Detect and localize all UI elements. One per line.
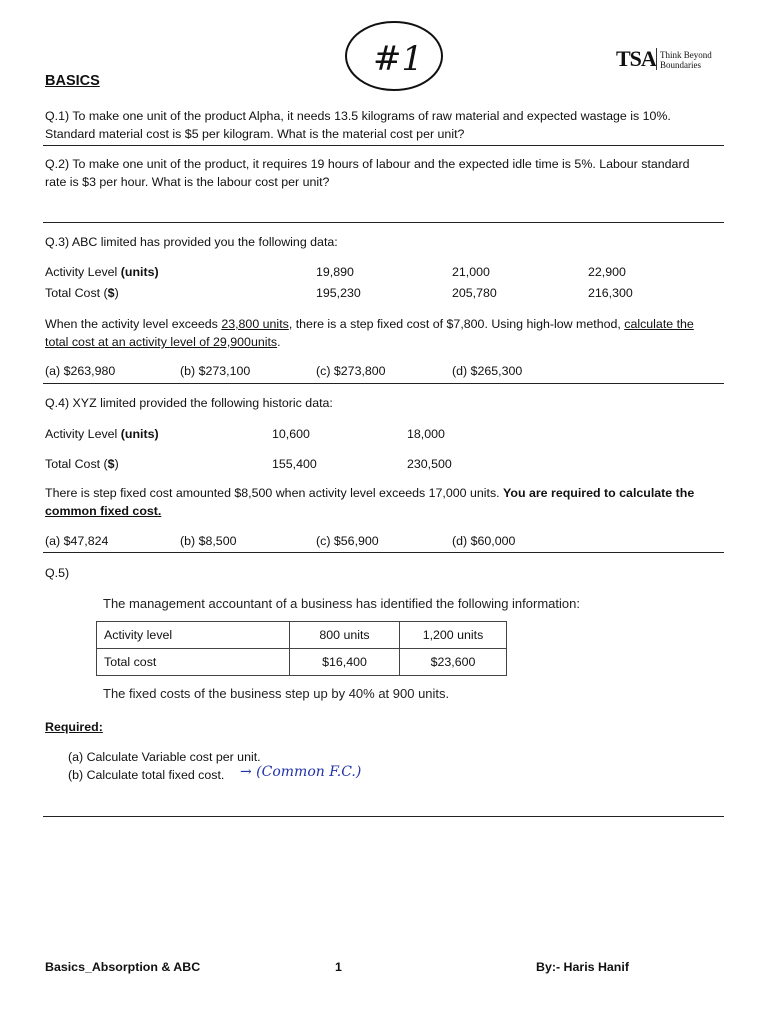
table-row xyxy=(97,649,507,676)
logo-tagline-2: Boundaries xyxy=(660,60,701,70)
divider xyxy=(43,816,724,817)
footer-title: Basics_Absorption & ABC xyxy=(45,960,201,974)
q3-cost-value: 205,780 xyxy=(452,286,497,300)
q4-intro: Q.4) XYZ limited provided the following historic data: xyxy=(45,396,333,410)
footer-author: By:- Haris Hanif xyxy=(536,960,629,974)
q4-question-line2: common fixed cost. xyxy=(45,504,162,518)
q4-activity-label: Activity Level (units) xyxy=(45,427,159,441)
q2-line1: Q.2) To make one unit of the product, it requires 19 hours of labour and the expected idle time is 5%. Labour standard xyxy=(45,157,690,171)
table-cell: Total cost xyxy=(97,649,290,676)
q4-option-c: (c) $56,900 xyxy=(316,534,379,548)
divider xyxy=(43,383,724,384)
divider xyxy=(43,222,724,223)
handwritten-circle-annotation xyxy=(343,16,447,92)
q5-part-b: (b) Calculate total fixed cost. xyxy=(68,768,225,782)
q3-activity-label: Activity Level (units) xyxy=(45,265,159,279)
q3-option-a: (a) $263,980 xyxy=(45,364,116,378)
q4-option-d: (d) $60,000 xyxy=(452,534,516,548)
q5-data-table xyxy=(96,621,507,676)
q3-activity-value: 19,890 xyxy=(316,265,354,279)
divider xyxy=(43,552,724,553)
q4-cost-value: 155,400 xyxy=(272,457,317,471)
divider xyxy=(43,145,724,146)
q3-option-c: (c) $273,800 xyxy=(316,364,386,378)
q4-cost-value: 230,500 xyxy=(407,457,452,471)
q1-line2: Standard material cost is $5 per kilogram. What is the material cost per unit? xyxy=(45,127,465,141)
table-cell: Activity level xyxy=(97,622,290,649)
table-cell: $16,400 xyxy=(290,649,400,676)
logo-tagline-1: Think Beyond xyxy=(660,50,712,60)
q3-intro: Q.3) ABC limited has provided you the following data: xyxy=(45,235,338,249)
q4-option-b: (b) $8,500 xyxy=(180,534,237,548)
table-row xyxy=(97,622,507,649)
q5-part-a: (a) Calculate Variable cost per unit. xyxy=(68,750,261,764)
q5-intro: The management accountant of a business has identified the following information: xyxy=(103,596,580,611)
q5-note: The fixed costs of the business step up by 40% at 900 units. xyxy=(103,686,450,701)
q3-activity-value: 21,000 xyxy=(452,265,490,279)
q3-option-b: (b) $273,100 xyxy=(180,364,251,378)
q3-cost-label: Total Cost ($) xyxy=(45,286,119,300)
q3-cost-value: 195,230 xyxy=(316,286,361,300)
q4-cost-label: Total Cost ($) xyxy=(45,457,119,471)
q5-label: Q.5) xyxy=(45,566,70,580)
page-number: 1 xyxy=(335,960,342,974)
q3-cost-value: 216,300 xyxy=(588,286,633,300)
q3-option-d: (d) $265,300 xyxy=(452,364,523,378)
table-cell: $23,600 xyxy=(400,649,507,676)
q4-activity-value: 18,000 xyxy=(407,427,445,441)
handwritten-number: #1 xyxy=(373,39,424,79)
table-cell: 1,200 units xyxy=(400,622,507,649)
tsa-logo xyxy=(616,45,726,73)
table-cell: 800 units xyxy=(290,622,400,649)
logo-divider xyxy=(656,48,657,70)
q4-question-line1: There is step fixed cost amounted $8,500 when activity level exceeds 17,000 units. You are required to calculate the xyxy=(45,486,695,500)
q3-question-line1: When the activity level exceeds 23,800 units, there is a step fixed cost of $7,800. Using high-low method, calculate the xyxy=(45,317,694,331)
logo-mark: TSA xyxy=(616,46,656,71)
q5-required-heading: Required: xyxy=(45,720,103,734)
q3-activity-value: 22,900 xyxy=(588,265,626,279)
page-title: BASICS xyxy=(45,73,100,89)
q1-line1: Q.1) To make one unit of the product Alpha, it needs 13.5 kilograms of raw material and expected wastage is 10%. xyxy=(45,109,671,123)
q4-option-a: (a) $47,824 xyxy=(45,534,109,548)
handwritten-note: → (Common F.C.) xyxy=(240,764,362,780)
q3-question-line2: total cost at an activity level of 29,900units. xyxy=(45,335,281,349)
q2-line2: rate is $3 per hour. What is the labour cost per unit? xyxy=(45,175,330,189)
q4-activity-value: 10,600 xyxy=(272,427,310,441)
